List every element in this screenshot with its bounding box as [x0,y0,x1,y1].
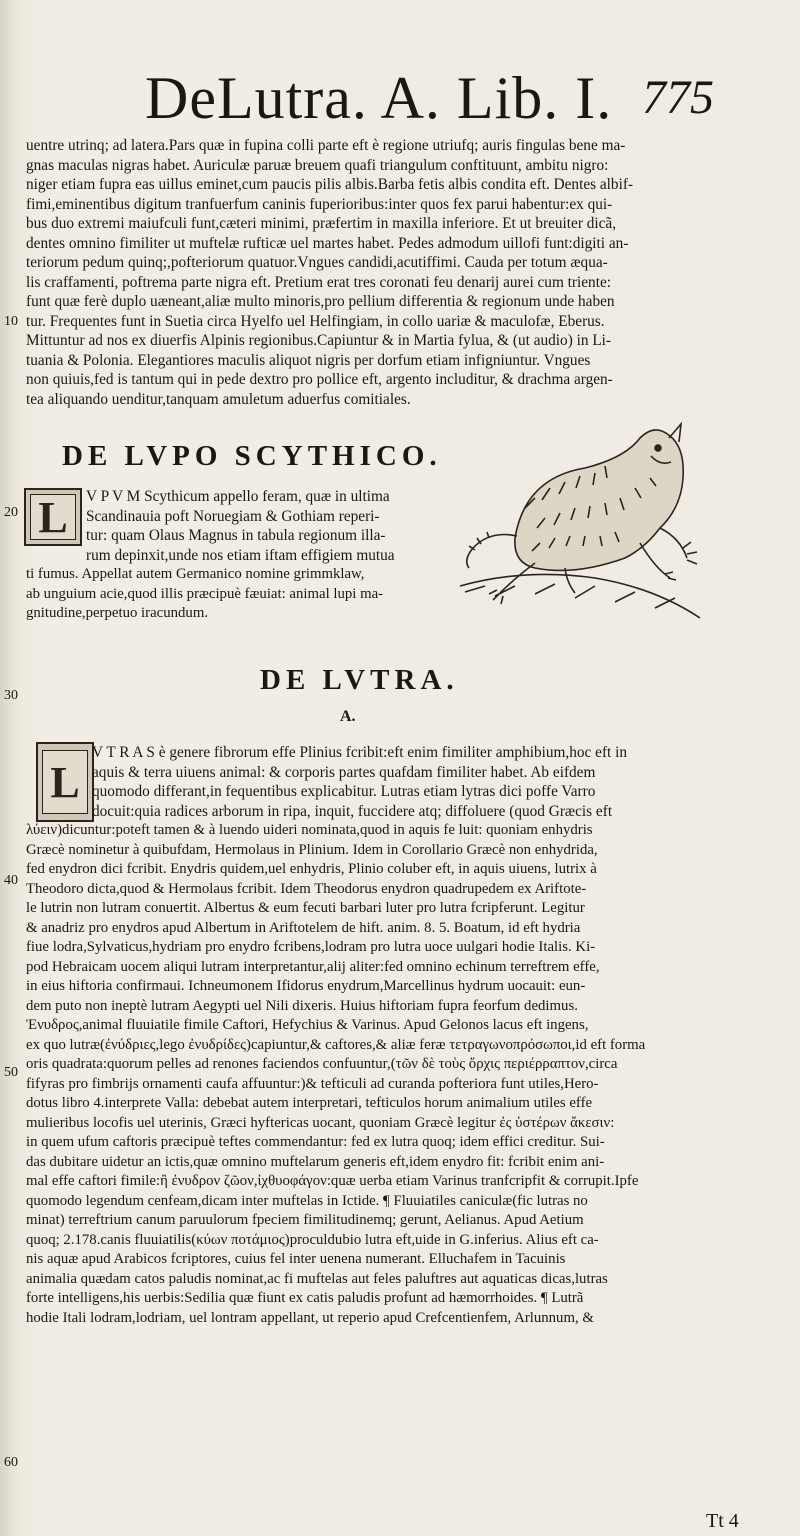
text-line: gnas maculas nigras habet. Auriculæ paruæ breuem quafi triangulum conftituunt, ambitu nigro: [26,156,609,174]
wolf-text [26,565,456,624]
text-line: & anadriz pro enydros apud Albertum in Ariftotelem de hift. anim. 8. 5. Boatum, id eft hydria [26,919,581,936]
text-line: nis aquæ apud Arabicos fcriptores, cuius fel inter uenena numerant. Elluchafem in Tacuinis [26,1251,566,1267]
text-line: hodie Itali lodram,lodriam, uel lontram appellant, ut reperio apud Crefcentienfem, Arlunnum, & [26,1309,594,1326]
margin-line-number: 40 [4,873,18,888]
scythian-wolf-woodcut [455,418,705,628]
text-line: minat) terreftrium canum paruulorum fpeciem fimilitudinemq; gerunt, Aelianus. Apud Aetium [26,1212,584,1228]
text-line: aquis & terra uiuens animal: & corporis partes quafdam fimiliter habet. Ab eifdem [92,763,596,781]
text-line: V P V M Scythicum appello feram, quæ in ultima [86,488,390,505]
text-line: fiue lodra,Sylvaticus,hydriam pro enydro fcribens,lodram pro lutra uoce uulgari hodie Italis. Ki- [26,939,596,955]
wolf-text-indented [86,487,458,565]
text-line: V T R A S è genere fibrorum effe Plinius fcribit:eft enim fimiliter amphibium,hoc eft in [92,744,628,761]
text-line: le lutrin non lutram conuertit. Albertus & eum fecuti barbari luter pro lutra fcripferunt. Legitur [26,900,585,916]
text-line: in quem ufum caftoris præcipuè teftes commendantur: fed ex lutra quoq; idem effici creditur. Sui- [26,1134,605,1150]
text-line: dem puto non ineptè lutram Aegypti uel Nili dixeris. Huius hiftoriam fupra feorfum dedimus. [26,997,578,1014]
text-line: Scandinauia poft Noruegiam & Gothiam reperi- [86,507,380,525]
text-line: Theodoro dicta,quod & Hermolaus fcribit. Idem Theodorus enydron quadrupedem ex Ariftote- [26,880,587,897]
text-line: dentes omnino fimiliter ut muftelæ rufticæ uel martes habet. Pedes admodum uillofi funt:digiti an- [26,234,629,252]
margin-line-number: 10 [4,314,18,329]
text-line: non quiuis,fed is tantum qui in pede dextro pro pollice eft, argento includitur, & drachma argen- [26,371,613,388]
text-line: forte intelligens,his uerbis:Sedilia quæ fiunt ex catis paludis profunt ad hæmorrhoides. ¶ Lutrã [26,1290,584,1306]
text-line: fimi,eminentibus digitum tranfuerfum caninis fuperioribus:inter quos fex parui habentur:ex qui- [26,195,613,213]
margin-line-number: 20 [4,505,18,520]
text-line: pod Hebraicam uocem aliqui lutram interpretantur,alij aliter:fed omnino echinum terreftrem effe, [26,958,600,975]
margin-line-number: 30 [4,688,18,703]
text-line: docuit:quia radices arborum in ripa, inquit, fuccidere atq; diffoluere (quod Græcis eft [92,802,613,820]
text-line: Græcè nominetur à quibufdam, Hermolaus in Plinium. Idem in Corollario Græcè non enhydrida, [26,841,598,858]
text-line: λύειν)dicuntur:poteft tamen & à luendo uideri nominata,quod in aquis fe luit: quoniam enhydris [26,822,593,838]
text-line: tuania & Polonia. Elegantiores maculis aliquot nigris per dorfum etiam infigniuntur. Vngues [26,351,591,369]
text-line: tur: quam Olaus Magnus in tabula regionum illa- [86,527,386,544]
text-line: mulieribus locofis uel uterinis, Græci hyftericas uocant, quoniam Græcè legitur ἐς ὑστέρων ἄκεσιν: [26,1114,615,1131]
section-heading: DE LVTRA. [260,664,459,696]
text-line: Mittuntur ad nos ex diuerfis Alpinis regionibus.Capiuntur & in Martia fylua, & (ut audio) in Li- [26,332,612,349]
text-line: fifyras pro fimbrijs ornamenti caufa affuuntur:)& tefticuli ad curanda pofteriora funt utiles,Hero- [26,1075,599,1092]
text-line: quomodo differant,in fequentibus explicabitur. Lutras etiam lytras dici poffe Varro [92,783,596,800]
text-line: teriorum pedum quinq;,pofteriorum quatuor.Vngues candidi,acutiffimi. Cauda per totum æqua- [26,254,608,271]
otter-text [26,821,794,1328]
margin-line-number: 50 [4,1065,18,1080]
decorated-initial [36,742,94,822]
text-line: quomodo legendum cenfeam,dicam inter muftelas in Ictide. ¶ Fluuiatiles caniculæ(fic lutras no [26,1192,588,1209]
text-line: funt quæ ferè duplo uæneant,aliæ multo minoris,pro pellium differentia & regionum unde haben [26,293,615,310]
text-line: animalia quædam catos paludis nominat,ac fi muftelas aut feles paluftres aut aquaticas dicas,lutras [26,1270,608,1287]
text-line: ti fumus. Appellat autem Germanico nomine grimmklaw, [26,566,365,582]
decorated-initial [24,488,82,546]
text-line: uentre utrinq; ad latera.Pars quæ in fupina colli parte eft è regione utriufq; auris fingulas bene ma- [26,137,626,154]
text-line: bus duo extremi maiufculi funt,cæteri minimi, præfertim in maxilla inferiore. Et ut breuiter dicã, [26,215,617,232]
initial-letter: L [30,494,76,540]
text-line: quoq; 2.178.canis fluuiatilis(κύων ποτάμιος)proculdubio lutra eft,uide in G.inferius. Alius eft ca- [26,1231,599,1248]
catchword-signature: Tt 4 [706,1510,739,1532]
section-subheading: A. [340,708,356,725]
text-line: fed enydron dici fcribit. Enydris quidem,uel enhydris, Plinio coluber eft, in aquis uiuens, lutrix à [26,861,597,877]
text-line: das dubitare uidetur an ictis,quæ omnino muftelarum generis eft,idem enydro fit: fcribit enim ani- [26,1153,605,1170]
paragraph-continuation [26,136,794,409]
text-line: Ἐνυδρος,animal fluuiatile fimile Caftori, Hefychius & Varinus. Apud Gelonos lacus eft ingens, [26,1017,589,1033]
text-line: ex quo lutræ(ἐνύδριες,lego ἐνυδρίδες)capiuntur,& caftores,& aliæ feræ τετραγωνοπρόσωποι,id eft forma [26,1036,646,1053]
text-line: lis craffamenti, poftrema parte nigra eft. Pretium erat tres coronati feu denarij aurei cum triente: [26,273,611,291]
otter-text-indented [92,743,796,821]
margin-line-number: 60 [4,1455,18,1470]
page-number: 775 [642,71,714,124]
running-head: DeLutra. A. Lib. I. [145,65,613,131]
text-line: dotus libro 4.interprete Valla: debebat autem interpretari, tefticulos horum animalium utiles effe [26,1095,593,1111]
text-line: in eius hiftoria confirmaui. Ichneumonem Ifidorus enydrum,Marcellinus hydrum uocauit: eun- [26,978,586,994]
text-line: ab unguium acie,quod illis præcipuè fæuiat: animal lupi ma- [26,585,384,602]
text-line: tea aliquando uenditur,tanquam amuletum aduerfus comitiales. [26,390,411,408]
text-line: gnitudine,perpetuo iracundum. [26,605,209,621]
text-line: tur. Frequentes funt in Suetia circa Hyelfo uel Helfingiam, in collo uariæ & maculofæ, Eberus. [26,312,605,330]
text-line: oris quadrata:quorum pelles ad renones faciendos confuuntur,(τῶν δὲ τοὺς ὄρχις περιέρραπτον,circa [26,1056,618,1072]
initial-letter: L [42,750,88,814]
text-line: mal effe caftori fimile:ἢ ἐνυδρον ζῶον,ἰχθυοφάγον:quæ uerba etiam Varinus tranfcripfit & corrupit.Ipfe [26,1173,639,1189]
text-line: niger etiam fupra eas uillus eminet,cum paucis pilis albis.Barba fetis albis condita eft. Dentes albif- [26,176,634,193]
text-line: rum depinxit,unde nos etiam iftam effigiem mutua [86,546,395,564]
section-heading: DE LVPO SCYTHICO. [62,440,442,472]
